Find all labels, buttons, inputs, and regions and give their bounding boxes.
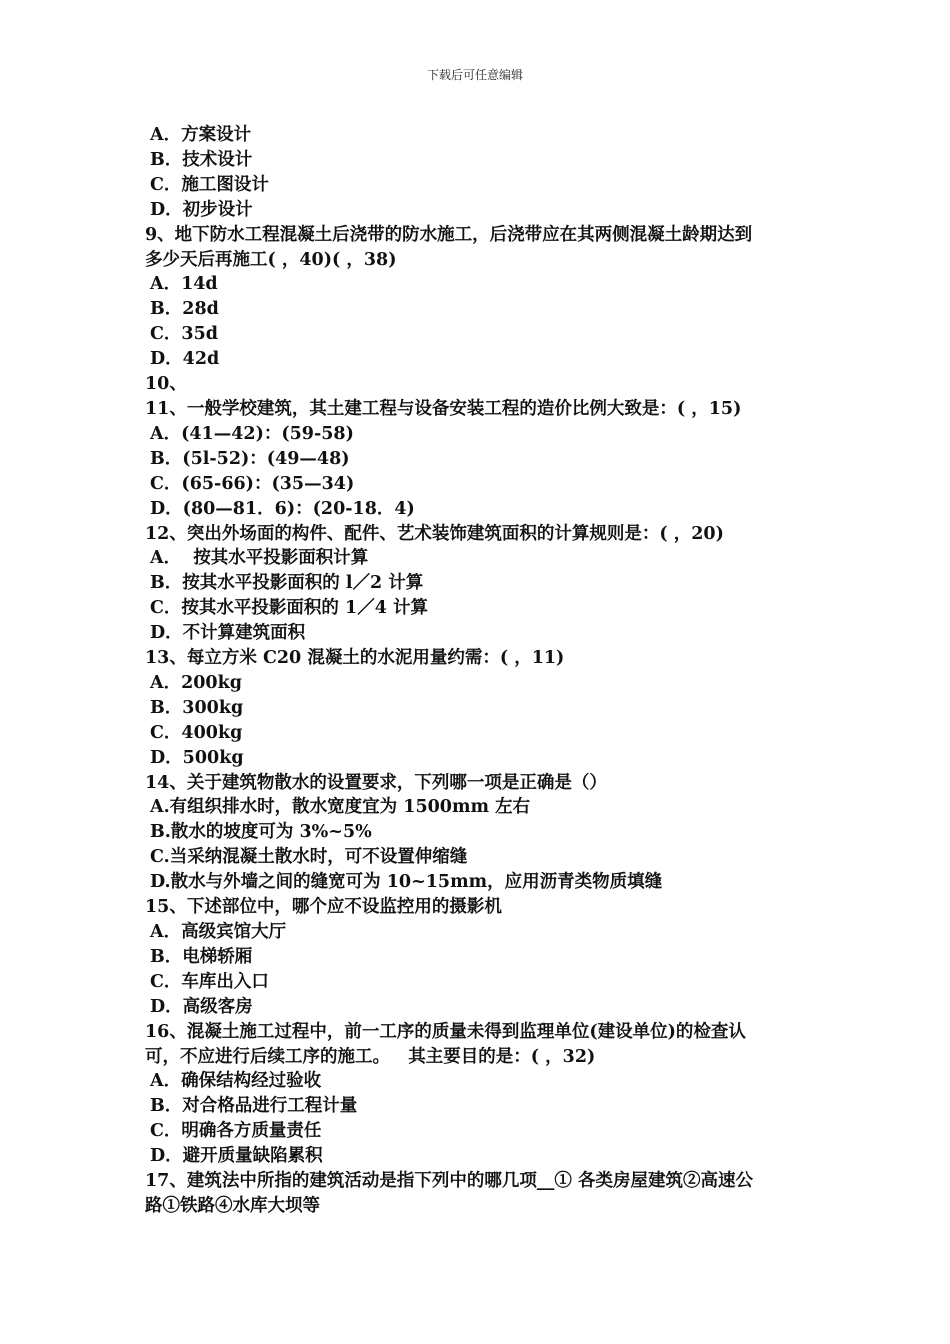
option-line: B．对合格品进行工程计量 — [150, 1096, 358, 1117]
option-line: D.散水与外墙之间的缝宽可为 10~15mm，应用沥青类物质填缝 — [150, 872, 663, 893]
option-line: B．按其水平投影面积的 l／2 计算 — [150, 573, 424, 594]
question-line: 9、地下防水工程混凝土后浇带的防水施工，后浇带应在其两侧混凝土龄期达到 — [145, 224, 753, 245]
option-line: D．不计算建筑面积 — [150, 623, 306, 644]
option-line: D．(80—81．6)：(20-18．4) — [150, 498, 415, 519]
option-line: D．500kg — [150, 747, 244, 768]
option-line: D．高级客房 — [150, 996, 253, 1017]
option-line: A.有组织排水时，散水宽度宜为 1500mm 左右 — [150, 797, 531, 818]
question-line: 15、下述部位中，哪个应不设监控用的摄影机 — [145, 897, 502, 918]
option-line: B．技术设计 — [150, 149, 253, 170]
question-line: 16、混凝土施工过程中，前一工序的质量未得到监理单位(建设单位)的检查认 — [145, 1021, 746, 1042]
option-line: B．电梯轿厢 — [150, 946, 253, 967]
option-line: C．明确各方质量责任 — [150, 1121, 322, 1142]
option-line: C.当采纳混凝土散水时，可不设置伸缩缝 — [150, 847, 468, 868]
question-line: 17、建筑法中所指的建筑活动是指下列中的哪几项__① 各类房屋建筑②高速公 — [145, 1171, 753, 1192]
question-line: 13、每立方米 C20 混凝土的水泥用量约需：( ，11) — [145, 648, 565, 669]
option-line: A．高级宾馆大厅 — [150, 922, 287, 942]
option-line: C．按其水平投影面积的 1／4 计算 — [150, 598, 428, 619]
document-body — [145, 123, 810, 1219]
question-line: 10、 — [145, 374, 187, 395]
option-line: C．施工图设计 — [150, 174, 269, 195]
option-line: A．14d — [150, 274, 218, 295]
question-line: 14、关于建筑物散水的设置要求，下列哪一项是正确是（） — [145, 772, 607, 793]
option-line: A．确保结构经过验收 — [150, 1071, 322, 1092]
question-line: 11、一般学校建筑，其土建工程与设备安装工程的造价比例大致是：( ，15) — [145, 398, 742, 419]
option-line: D．初步设计 — [150, 199, 253, 220]
option-line: B．(5l-52)：(49—48) — [150, 448, 350, 469]
option-line: A．200kg — [150, 672, 242, 693]
question-line: 12、突出外场面的构件、配件、艺术装饰建筑面积的计算规则是：( ，20) — [145, 523, 724, 544]
option-line: B.散水的坡度可为 3%~5% — [150, 822, 372, 843]
question-line: 多少天后再施工( ，40)( ，38) — [145, 249, 397, 270]
option-line: B．300kg — [150, 697, 244, 718]
option-line: A．(41—42)：(59-58) — [150, 423, 354, 444]
option-line: A．方案设计 — [150, 125, 252, 145]
option-line: A． 按其水平投影面积计算 — [150, 548, 369, 569]
page-header-note: 下载后可任意编辑 — [426, 68, 523, 82]
option-line: D．避开质量缺陷累积 — [150, 1146, 323, 1167]
option-line: B．28d — [150, 299, 219, 320]
option-line: D．42d — [150, 349, 220, 370]
option-line: C．400kg — [150, 722, 243, 743]
question-line: 路①铁路④水库大坝等 — [145, 1195, 320, 1216]
question-line: 可，不应进行后续工序的施工。 其主要目的是：( ，32) — [145, 1046, 596, 1067]
option-line: C．车库出入口 — [150, 971, 269, 992]
option-line: C．(65-66)：(35—34) — [150, 473, 355, 494]
option-line: C．35d — [150, 324, 219, 345]
